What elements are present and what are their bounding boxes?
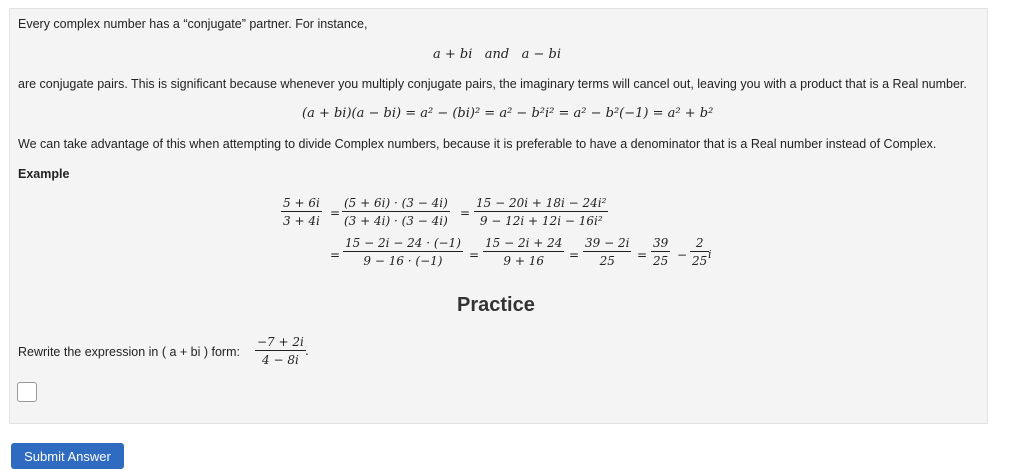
answer-input[interactable]: [17, 382, 37, 402]
intro-explanation: are conjugate pairs. This is significant because whenever you multiply conjugate pairs, the imaginary terms will cancel out, leaving you with a product that is a Real number.: [18, 77, 967, 91]
fraction-denominator: 9 − 16 · (−1): [363, 254, 443, 268]
fraction-numerator: 15 − 20i + 18i − 24i²: [476, 196, 607, 210]
submit-answer-button[interactable]: Submit Answer: [11, 443, 124, 469]
fraction-denominator: 3 + 4i: [283, 214, 320, 228]
practice-expression: [255, 335, 306, 367]
example-fraction-combined: [483, 236, 564, 268]
division-explanation: We can take advantage of this when attempting to divide Complex numbers, because it is preferable to have a denominator that is a Real number instead of Complex.: [18, 137, 937, 151]
equals-sign: =: [460, 206, 471, 220]
fraction-numerator: 39: [653, 236, 669, 250]
equals-sign: =: [330, 248, 341, 262]
minus-sign: −: [677, 248, 688, 262]
fraction-denominator: 9 + 16: [503, 254, 544, 268]
equals-sign: =: [469, 248, 480, 262]
fraction-numerator: 5 + 6i: [283, 196, 320, 210]
equals-sign: =: [330, 206, 341, 220]
fraction-numerator: 2: [690, 236, 709, 252]
fraction-denominator: 25: [692, 254, 708, 268]
fraction-numerator: 39 − 2i: [585, 236, 630, 250]
imaginary-unit: i: [708, 248, 712, 261]
fraction-numerator: (5 + 6i) · (3 − 4i): [344, 196, 448, 210]
fraction-denominator: 25: [599, 254, 615, 268]
equals-sign: =: [637, 248, 648, 262]
expression-period: .: [305, 344, 309, 358]
example-label: Example: [18, 167, 70, 181]
example-imaginary-part: [690, 236, 709, 268]
conjugate-identity: (a + bi)(a − bi) = a² − (bi)² = a² − b²i² = a² − b²(−1) = a² + b²: [302, 106, 714, 121]
equals-sign: =: [569, 248, 580, 262]
example-real-part: [651, 236, 670, 268]
practice-prompt: Rewrite the expression in ( a + bi ) form:: [18, 345, 240, 359]
fraction-denominator: 9 − 12i + 12i − 16i²: [479, 214, 603, 228]
example-fraction-multiplied: [342, 196, 450, 228]
fraction-denominator: 25: [653, 254, 669, 268]
example-fraction-result: [583, 236, 631, 268]
example-fraction-simplified: [343, 236, 463, 268]
intro-text: Every complex number has a “conjugate” partner. For instance,: [18, 17, 368, 31]
practice-heading: Practice: [457, 294, 535, 316]
fraction-numerator: 15 − 2i + 24: [485, 236, 563, 250]
example-fraction-original: [281, 196, 322, 228]
fraction-numerator: −7 + 2i: [257, 335, 304, 349]
fraction-numerator: 15 − 2i − 24 · (−1): [345, 236, 461, 250]
conjugate-pair: a + bi and a − bi: [433, 47, 562, 62]
example-fraction-expanded: [474, 196, 608, 228]
fraction-denominator: 4 − 8i: [262, 353, 299, 367]
fraction-denominator: (3 + 4i) · (3 − 4i): [344, 214, 448, 228]
